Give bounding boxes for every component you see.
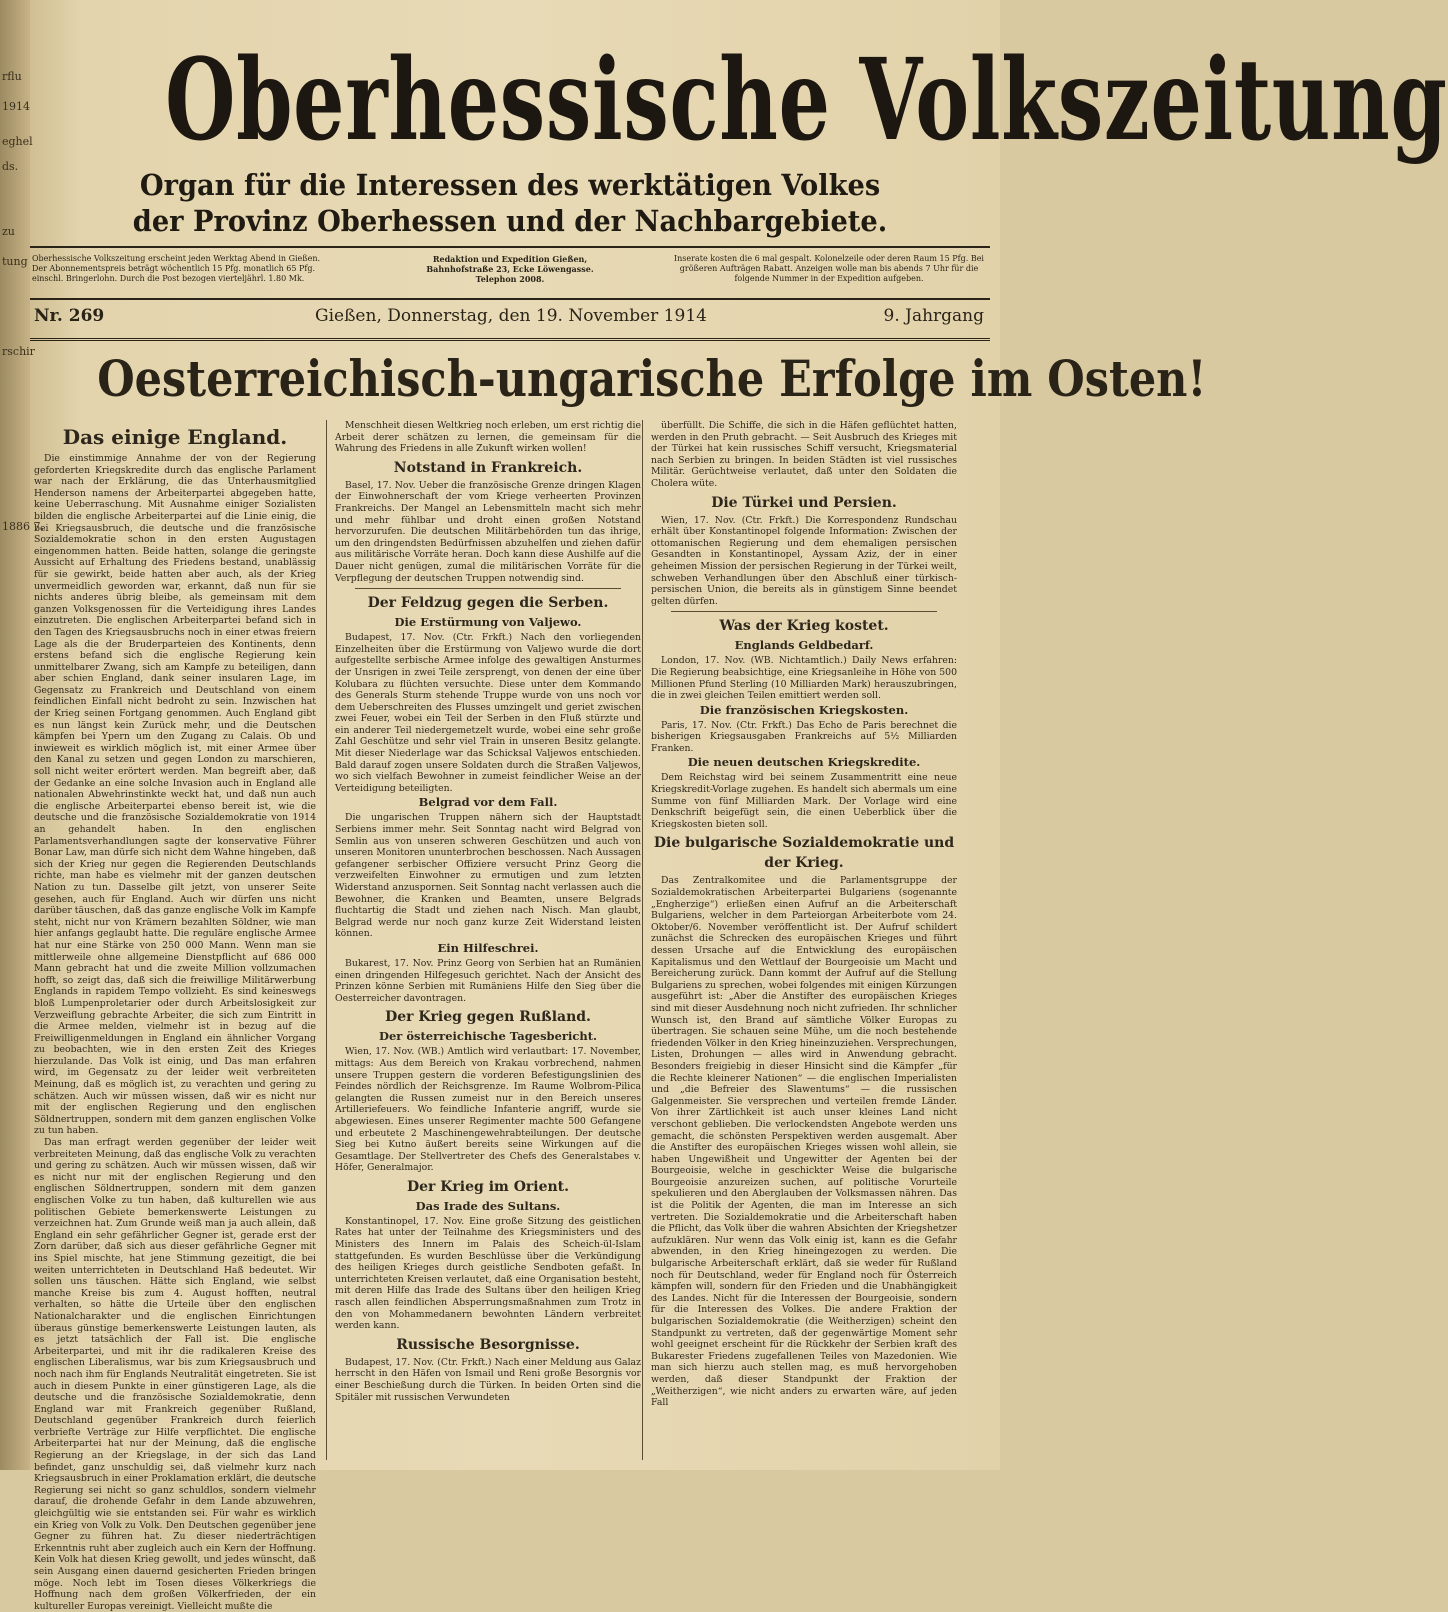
issue-number: Nr. 269 <box>34 306 105 326</box>
advertising-info: Inserate kosten die 6 mal gespalt. Kolonelzeile oder deren Raum 15 Pfg. Bei größeren Aufträgen Rabatt. Anzeigen wolle man bis abends 7 Uhr für die folgende Nummer in der Expedition aufgeben. <box>673 254 984 283</box>
article-heading: Was der Krieg kostet. <box>719 618 889 635</box>
article-text: Wien, 17. Nov. (WB.) Amtlich wird verlautbart: 17. November, mittags: Aus dem Bereich von Krakau vorbrechend, nahmen unsere Truppen gestern die vorderen Befestigungslinien des Feindes nördlich der Reichsgrenze. Im Raume Wolbrom-Pilica gelangten die Russen zumeist nur in den Bereich unseres Artilleriefeuers. Wo feindliche Infanterie angriff, wurde sie abgewiesen. Eines unserer Regimenter machte 500 Gefangene und erbeutete 2 Maschinengewehrabteilungen. Der deutsche Sieg bei Kutno äußert bereits seine Wirkungen auf die Gesamtlage. Der Stellvertreter des Chefs des Generalstabes v. Höfer, Generalmajor. <box>335 1046 641 1174</box>
strip-fragment: 1914 <box>2 100 30 113</box>
volume: 9. Jahrgang <box>883 306 984 326</box>
dateline <box>30 298 990 341</box>
article-text: Das man erfragt werden gegenüber der leider weit verbreiteten Meinung, daß das englische Volk zu verachten und gering zu schätzen. Auch wir müssen wissen, daß wir es nicht nur mit der englischen Regierung und den englischen Söldnertruppen, sondern mit dem ganzen englischen Volke zu tun haben, daß kulturellen wie aus politischen Gebiete bemerkenswerte Leistungen zu verzeichnen hat. Zum Grunde weiß man ja auch allein, daß England ein sehr gefährlicher Gegner ist, gerade erst der Zorn darüber, daß sich aus dieser gefährliche Gegner mit ins Spiel mischte, hat jene Stimmung gezeitigt, die bei weiten unterrichteten in Deutschland Haß bedeutet. Wir sollen uns täuschen. Hätte sich England, wie selbst manche Kreise bis zum 4. August hofften, neutral verhalten, so hätte die Urteile über den englischen Nationalcharakter und die englischen Einrichtungen überaus günstige bemerkenswerte Leistungen lauten, als es jetzt tatsächlich der Fall ist. Die englische Arbeiterpartei, und mit ihr die radikaleren Kreise des englischen Liberalismus, war bis zum Kriegsausbruch und noch nach ihm für Englands Neutralität eingetreten. Sie ist auch in diesem Punkte in einer günstigeren Lage, als die deutsche und die französische Sozialdemokratie, denn England war mit Frankreich gegenüber Rußland, Deutschland gegenüber Frankreich durch feierlich verbriefte Verträge zur Hilfe verpflichtet. Die englische Arbeiterpartei hat nur der Meinung, daß die englische Regierung an der Kriegslage, in der sich das Land befindet, ganz unschuldig sei, daß vielmehr kurz nach Kriegsausbruch in einer Proklamation erklärt, die deutsche Regierung sei nicht so ganz schuldlos, sondern vielmehr darauf, die drohende Gefahr in dem Lande abzuwehren, gleichgültig wie sie entstanden sei. Für wahr es wirklich ein Krieg von Volk zu Volk. Den Deutschen gegenüber jene Gegner zu führen hat. Zu dieser niederträchtigen Erkenntnis ruht aber zugleich auch ein Kern der Hoffnung. Kein Volk hat diesen Krieg gewollt, und jedes wünscht, daß sein Ausgang einen dauernd gesicherten Frieden bringen möge. Noch lebt im Tosen dieses Völkerkriegs die Hoffnung nach dem großen Völkerfrieden, der ein kultureller Europas vereinigt. Vielleicht mußte die <box>34 1137 316 1612</box>
date-place: Gießen, Donnerstag, den 19. November 1914 <box>315 306 707 326</box>
divider <box>355 588 621 589</box>
article-text: Wien, 17. Nov. (Ctr. Frkft.) Die Korrespondenz Rundschau erhält über Konstantinopel folgende Information: Zwischen der ottomanischen Regierung und dem ehemaligen persischen Gesandten in Konstantinopel, Ayssam Aziz, der in einer geheimen Mission der persischen Regierung in der Türkei weilt, schweben Verhandlungen über den Abschluß einer türkisch-persischen Union, die bereits als in günstigem Sinne beendet gelten dürfen. <box>651 514 957 607</box>
main-headline: Oesterreichisch-ungarische Erfolge im Osten! <box>97 349 1207 408</box>
strip-fragment: zu <box>2 225 15 238</box>
strip-fragment: 1886 7. <box>2 520 44 533</box>
column-3 <box>642 420 957 1460</box>
article-text: Bukarest, 17. Nov. Prinz Georg von Serbien hat an Rumänien einen dringenden Hilfegesuch gerichtet. Nach der Ansicht des Prinzen könne Serbien mit Rumäniens Hilfe den Sieg über die Oesterreicher davontragen. <box>335 957 641 1004</box>
article-text: Budapest, 17. Nov. (Ctr. Frkft.) Nach den vorliegenden Einzelheiten über die Erstürmung von Valjewo wurde die dort aufgestellte serbische Armee infolge des gewaltigen Ansturmes der Unsrigen in zwei Teile zersprengt, von denen der eine über Kolubara zu flüchten versuchte. Diese unter dem Kommando des Generals Sturm stehende Truppe wurde von uns noch vor dem Ueberschreiten des Flusses umzingelt und geriet zwischen zwei Feuer, wobei ein Teil der Serben in den Fluß stürzte und ein anderer Teil niedergemetzelt wurde, wobei eine sehr große Zahl Geschütze und sehr viel Train in unseren Besitz gelangte. Mit dieser Niederlage war das Schicksal Valjewos entschieden. Bald darauf zogen unsere Soldaten durch die Straßen Valjewos, wo sich vielfach Bewohner in zumeist feindlicher Weise an der Verteidigung beteiligten. <box>335 632 641 794</box>
article-text: Konstantinopel, 17. Nov. Eine große Sitzung des geistlichen Rates hat unter der Teilnahme des Kriegsministers und des Ministers des Innern im Palais des Scheich-ül-Islam stattgefunden. Es wurden Beschlüsse über die Verkündigung des heiligen Krieges durch geistliche Sendboten gefaßt. In unterrichteten Kreisen verlautet, daß eine Organisation besteht, mit deren Hilfe das Irade des Sultans über den heiligen Krieg rasch allen feindlichen Absperrungsmaßnahmen zum Trotz in den von Mohammedanern bewohnten Ländern verbreitet werden kann. <box>335 1215 641 1332</box>
article-text: London, 17. Nov. (WB. Nichtamtlich.) Daily News erfahren: Die Regierung beabsichtige, eine Kriegsanleihe in Höhe von 500 Millionen Pfund Sterling (10 Milliarden Mark) herauszubringen, die in zwei gleichen Teilen emittiert werden soll. <box>651 655 957 702</box>
article-text: Paris, 17. Nov. (Ctr. Frkft.) Das Echo de Paris berechnet die bisherigen Kriegsausgaben Frankreichs auf 5½ Milliarden Franken. <box>651 719 957 754</box>
newspaper-title: Oberhessische Volkszeitung <box>165 35 1448 166</box>
article-text: Dem Reichstag wird bei seinem Zusammentritt eine neue Kriegskredit-Vorlage zugehen. Es handelt sich abermals um eine Summe von fünf Milliarden Mark. Der Vorlage wird eine Denkschrift beigefügt sein, die einen Ueberblick über die Kriegskosten bieten soll. <box>651 772 957 830</box>
subtitle-line-1: Organ für die Interessen des werktätigen Volkes <box>139 168 881 202</box>
divider <box>671 611 937 612</box>
column-1 <box>34 420 316 1612</box>
adjacent-page-strip <box>0 0 44 1470</box>
subscription-info: Oberhessische Volkszeitung erscheint jeden Werktag Abend in Gießen. Der Abonnementspreis beträgt wöchentlich 15 Pfg. monatlich 65 Pfg. einschl. Bringerlohn. Durch die Post bezogen vierteljährl. 1.80 Mk. <box>32 254 321 283</box>
article-heading: Die Türkei und Persien. <box>711 494 897 511</box>
article-text: Menschheit diesen Weltkrieg noch erleben, um erst richtig die Arbeit derer schätzen zu lernen, die gemeinsam für die Wahrung des Friedens in alle Zukunft wirken wollen! <box>335 420 641 455</box>
article-subheading: Das Irade des Sultans. <box>415 1198 561 1213</box>
article-heading: Der Krieg im Orient. <box>406 1178 570 1195</box>
strip-fragment: rschir <box>2 345 35 358</box>
info-bar <box>30 246 990 300</box>
article-text: Die ungarischen Truppen nähern sich der Hauptstadt Serbiens immer mehr. Seit Sonntag nacht wird Belgrad von Semlin aus von unseren schweren Geschützen und auch von unseren Monitoren ununterbrochen beschossen. Nach Aussagen gefangener serbischer Offiziere versucht Prinz Georg die verzweifelten Einwohner zu ermutigen und zum letzten Widerstand anzuspornen. Seit Sonntag nacht verlassen auch die Bewohner, die Kranken und Beamten, unsere Belgrads fluchtartig die Stadt und ziehen nach Nisch. Man glaubt, Belgrad werde nur noch ganz kurze Zeit Widerstand leisten können. <box>335 812 641 940</box>
article-heading: Russische Besorgnisse. <box>396 1336 580 1353</box>
article-heading: Notstand in Frankreich. <box>393 459 583 476</box>
article-heading: Der Feldzug gegen die Serben. <box>367 595 609 612</box>
article-subheading: Englands Geldbedarf. <box>734 638 874 653</box>
article-heading: Der Krieg gegen Rußland. <box>385 1009 591 1026</box>
article-text: Basel, 17. Nov. Ueber die französische Grenze dringen Klagen der Einwohnerschaft der vom Kriege verheerten Provinzen Frankreichs. Der Mangel an Lebensmitteln macht sich mehr und mehr fühlbar und droht einen großen Notstand hervorzurufen. Die deutschen Militärbehörden tun das ihrige, um den dringendsten Bedürfnissen abzuhelfen und ziehen dafür aus militärische Vorräte heran. Doch kann diese Aushilfe auf die Dauer nicht genügen, zumal die militärischen Vorräte für die Verpflegung der deutschen Truppen notwendig sind. <box>335 479 641 584</box>
article-subheading: Die Erstürmung von Valjewo. <box>394 615 582 630</box>
column-2 <box>326 420 641 1460</box>
article-subheading: Der österreichische Tagesbericht. <box>378 1029 598 1044</box>
subtitle-line-2: der Provinz Oberhessen und der Nachbargebiete. <box>132 204 888 238</box>
article-text: Die einstimmige Annahme der von der Regierung geforderten Kriegskredite durch das englische Parlament war nach der Erklärung, die das Unterhausmitglied Henderson namens der Arbeiterpartei abgegeben hatte, keine Ueberraschung. Mit Ausnahme einiger Sozialisten bilden die englische Arbeiterpartei auf die Linie einig, die bei Kriegsausbruch, die deutsche und die französische Sozialdemokratie schon in den ersten Augustagen eingenommen hatten. Beide hatten, solange die geringste Aussicht auf Erhaltung des Friedens bestand, unablässig für sie gewirkt, beide hatten aber auch, als der Krieg unvermeidlich geworden war, erkannt, daß nun für sie nichts anderes übrig bleibe, als gemeinsam mit dem ganzen Volksgenossen für die Verteidigung ihres Landes einzutreten. Die englischen Arbeiterpartei befand sich in den Tagen des Kriegsausbruchs noch in einer etwas freiern Lage als die der Bruderparteien des Kontinents, denn erstens befand sich die englische Regierung kein unmittelbarer Zwang, sich am Kampfe zu beteiligen, dann aber schien England, dank seiner insularen Lage, im Gegensatz zu Frankreich und Deutschland von einem feindlichen Einfall nicht bedroht zu sein. Inzwischen hat der Krieg seinen Fortgang genommen. Auch England gibt es nun längst kein Zurück mehr, und die Deutschen kämpfen bei Ypern um den Zugang zu Calais. Ob und inwieweit es wirklich möglich ist, mit einer Armee über den Kanal zu setzen und gegen London zu marschieren, soll nicht weiter erörtert werden. Man begreift aber, daß der Gedanke an eine solche Invasion auch in England alle nationalen Abwehrinstinkte weckt hat, und daß nun auch die englische Arbeiterpartei ebenso bereit ist, wie die deutsche und die französische Sozialdemokratie von 1914 an gehandelt haben. In den englischen Parlamentsverhandlungen sagte der konservative Führer Bonar Law, man dürfe sich nicht dem Wahne hingeben, daß sich der Krieg nur gegen die Regierenden Deutschlands richte, man habe es vielmehr mit der ganzen deutschen Nation zu tun. Dasselbe gilt jetzt, von unserer Seite gesehen, auch für England. Auch wir dürfen uns nicht darüber täuschen, daß das ganze englische Volk im Kampfe steht, nicht nur von Krämern bezahlten Söldner, wie man hier anfangs geglaubt hatte. Die reguläre englische Armee hat nur eine Stärke von 250 000 Mann. Wenn man sie mittlerweile ohne allgemeine Dienstpflicht auf 686 000 Mann gebracht hat und die zweite Million vollzumachen hofft, so zeigt das, daß sich die freiwillige Militärwerbung Englands in rapidem Tempo vollzieht. Es sind keineswegs bloß Lumpenproletarier oder durch Arbeitslosigkeit zur Verzweiflung gebrachte Arbeiter, die sich zum Eintritt in die Armee melden, vielmehr ist in bezug auf die Freiwilligenmeldungen in England ein ähnlicher Vorgang zu beobachten, wie in den ersten Zeit des Krieges hierzulande. Das Volk ist einig, und Das man erfahren wird, im Gegensatz zu der leider weit verbreiteten Meinung, daß es möglich ist, zu verachten und gering zu schätzen. Auch wir müssen wissen, daß wir es nicht nur mit der englischen Regierung und den englischen Söldnertruppen, sondern mit dem ganzen englischen Volke zu tun haben. <box>34 453 316 1137</box>
article-text: überfüllt. Die Schiffe, die sich in die Häfen geflüchtet hatten, werden in den Pruth gebracht. — Seit Ausbruch des Krieges mit der Türkei hat kein russisches Schiff versucht, Kriegsmaterial nach Serbien zu bringen. In beiden Städten ist viel russisches Militär. Gerüchtweise verlautet, daß unter den Soldaten die Cholera wüte. <box>651 420 957 489</box>
strip-fragment: eghel <box>2 135 33 148</box>
article-subheading: Ein Hilfeschrei. <box>437 940 539 955</box>
article-subheading: Die neuen deutschen Kriegskredite. <box>687 755 921 770</box>
article-text: Budapest, 17. Nov. (Ctr. Frkft.) Nach einer Meldung aus Galaz herrscht in den Häfen von Ismail und Reni große Besorgnis vor einer Beschießung durch die Türken. In beiden Orten sind die Spitäler mit russischen Verwundeten <box>335 1356 641 1403</box>
strip-fragment: tung <box>2 255 28 268</box>
strip-fragment: ds. <box>2 160 19 173</box>
article-subheading: Die französischen Kriegskosten. <box>699 702 909 717</box>
editorial-office-info: Redaktion und Expedition Gießen, Bahnhofstraße 23, Ecke Löwengasse. Telephon 2008. <box>426 254 594 284</box>
article-subheading: Belgrad vor dem Fall. <box>418 795 558 810</box>
article-text: Das Zentralkomitee und die Parlamentsgruppe der Sozialdemokratischen Arbeiterpartei Bulgariens (sogenannte „Engherzige“) erließen einen Aufruf an die Arbeiterschaft Bulgariens, welcher in dem Parteiorgan Arbeiterbote vom 24. Oktober/6. November veröffentlicht ist. Der Aufruf schildert zunächst die Schrecken des europäischen Krieges und führt dessen Ursache auf die Entwicklung des europäischen Kapitalismus und den Wettlauf der Bourgeoisie um Macht und Bereicherung zurück. Dann kommt der Aufruf auf die Stellung Bulgariens zu sprechen, wobei folgendes mit einigen Kürzungen ausgeführt ist: „Aber die Anstifter des europäischen Krieges sind mit dieser Ausdehnung noch nicht zufrieden. Ihr schnlicher Wunsch ist, den Brand auf sämtliche Völker Europas zu übertragen. Sie schauen seine Mühe, um die noch bestehende friedenden Völker in den Krieg hineinzuziehen. Versprechungen, Listen, Drohungen — alles wird in Anwendung gebracht. Besonders freigiebig in dieser Hinsicht sind die Kämpfer „für die Rechte kleinerer Nationen“ — die englischen Imperialisten und „die Befreier des Slawentums“ — die russischen Galgenmeister. Sie versprechen und verteilen fremde Länder. Von ihrer Zärtlichkeit ist auch unser kleines Land nicht verschont geblieben. Die verlockendsten Angebote werden uns gemacht, die schönsten Perspektiven werden ausgemalt. Aber die Anstifter des europäischen Krieges wissen wohl allein, sie haben Ungewißheit und Ungewitter der Agenten bei der Bourgeoisie, welche in geschickter Weise die bulgarische Bourgeoisie anzureizen suchen, auf politische Vorurteile spekulieren und den Aberglauben der Volksmassen nähren. Das ist die Politik der Agenten, die man im Interesse an sich vertreten. Die Sozialdemokratie und die Arbeiterschaft haben die Pflicht, das Volk über die wahren Absichten der Kriegshetzer aufzuklären. Nur wenn das Volk einig ist, kann es die Gefahr abwenden, in den Krieg hineingezogen zu werden. Die bulgarische Arbeiterschaft erklärt, daß sie weder für Rußland noch für Deutschland, weder für England noch für Österreich kämpfen will, sondern für den Frieden und die Unabhängigkeit des Landes. Nicht für die Interessen der Bourgeoisie, sondern für die Interessen des Volkes. Die andere Fraktion der bulgarischen Sozialdemokratie (die Weitherzigen) scheint den Standpunkt zu vertreten, daß der gegenwärtige Moment sehr wohl geeignet erscheint für die Rückkehr der Serbien kraft des Bukarester Friedens zugefallenen Teiles von Mazedonien. Wie man sich hierzu auch stellen mag, es muß hervorgehoben werden, daß dieser Standpunkt der Fraktion der „Weitherzigen“, wie nicht anders zu erwarten wäre, auf jeden Fall <box>651 875 957 1409</box>
strip-fragment: rflu <box>2 70 22 83</box>
article-heading: Die bulgarische Sozialdemokratie und der Krieg. <box>653 835 955 872</box>
article-heading: Das einige England. <box>62 425 288 449</box>
